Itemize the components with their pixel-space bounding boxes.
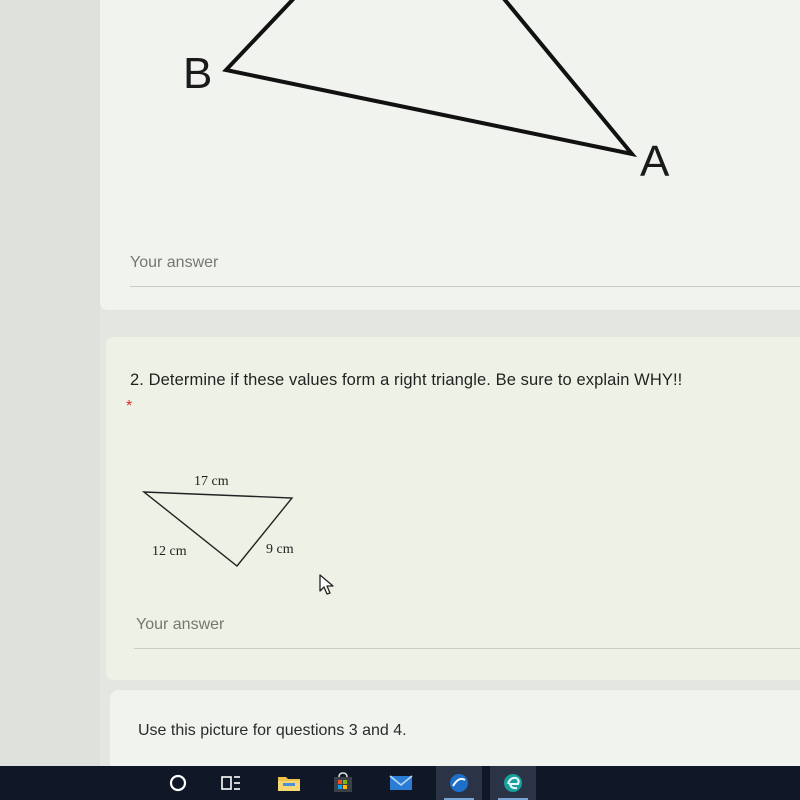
- answer-underline-1: [130, 286, 800, 287]
- edge-icon[interactable]: [490, 766, 536, 800]
- question-3-text: Use this picture for questions 3 and 4.: [138, 722, 407, 739]
- question-2-title: 2. Determine if these values form a right triangle. Be sure to explain WHY!!: [130, 371, 683, 389]
- mail-icon[interactable]: [378, 766, 424, 800]
- triangle-abc-figure: [0, 0, 800, 330]
- side-label-right: 9 cm: [266, 542, 294, 557]
- taskbar: [0, 766, 800, 800]
- search-circle-icon[interactable]: [155, 766, 201, 800]
- file-explorer-icon[interactable]: [266, 766, 312, 800]
- required-asterisk: *: [126, 398, 133, 415]
- mouse-pointer-icon: [318, 573, 336, 597]
- vertex-b-label: B: [183, 49, 213, 98]
- answer-input-1[interactable]: Your answer: [130, 254, 219, 271]
- store-icon[interactable]: [320, 766, 366, 800]
- vertex-a-label: A: [640, 137, 670, 186]
- triangle-abc: [226, 0, 632, 154]
- side-label-top: 17 cm: [194, 474, 229, 489]
- side-label-left: 12 cm: [152, 544, 187, 559]
- browser-icon[interactable]: [436, 766, 482, 800]
- answer-underline-2: [134, 648, 800, 649]
- task-view-icon[interactable]: [208, 766, 254, 800]
- answer-input-2[interactable]: Your answer: [136, 616, 225, 633]
